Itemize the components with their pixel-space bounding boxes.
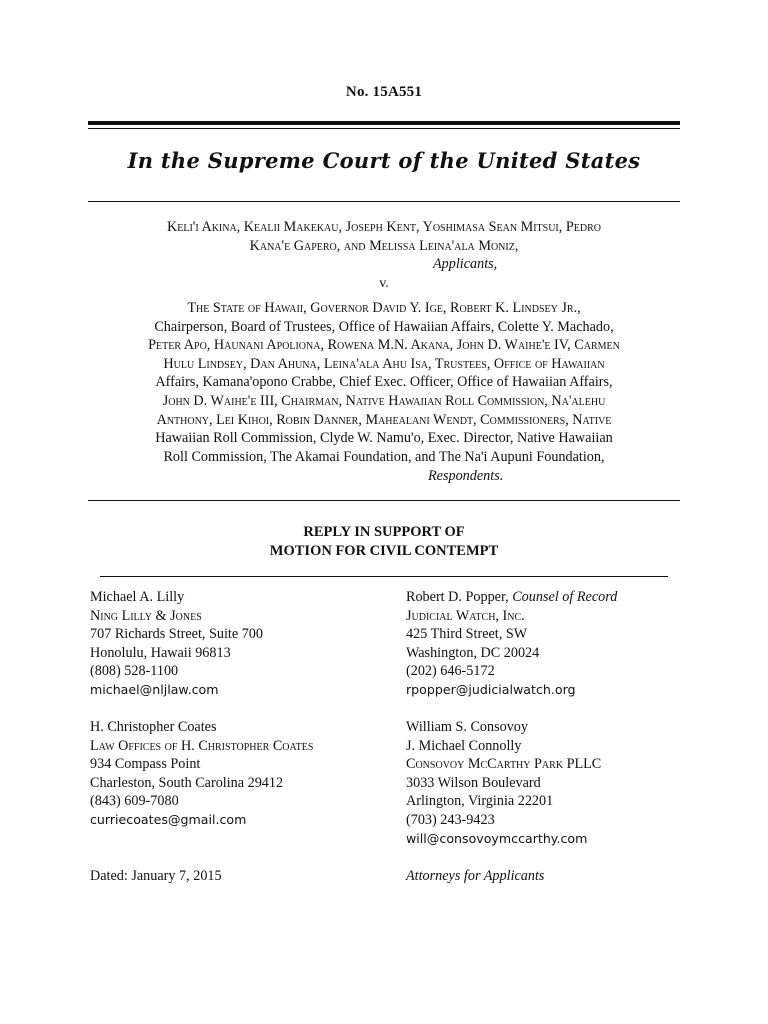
counsel-name: William S. Consovoy — [406, 719, 528, 735]
caption-top-rule — [88, 201, 680, 202]
respondents-line: Roll Commission, The Akamai Foundation, and The Na'i Aupuni Foundation, — [163, 448, 605, 465]
respondents-line: The State of Hawaii, Governor David Y. Ige, Robert K. Lindsey Jr., — [187, 300, 581, 316]
counsel-name: H. Christopher Coates — [90, 719, 217, 735]
counsel-phone: (843) 609-7080 — [90, 793, 179, 810]
respondents-line: Affairs, Kamana'opono Crabbe, Chief Exec. Officer, Office of Hawaiian Affairs, — [155, 374, 613, 391]
counsel-email: will@consovoymccarthy.com — [406, 830, 588, 846]
document-title-line-1: REPLY IN SUPPORT OF — [303, 524, 465, 540]
respondents-line: Chairperson, Board of Trustees, Office of Hawaiian Affairs, Colette Y. Machado, — [154, 318, 614, 335]
counsel-phone: (808) 528-1100 — [90, 663, 179, 680]
counsel-of-record: Counsel of Record — [512, 589, 618, 605]
respondents-role: Respondents. — [428, 468, 504, 484]
title-bottom-rule — [100, 576, 668, 577]
respondents-line: Hulu Lindsey, Dan Ahuna, Leina'ala Ahu Isa, Trustees, Office of Hawaiian — [163, 355, 605, 372]
counsel-city: Arlington, Virginia 22201 — [406, 793, 554, 810]
counsel-phone: (703) 243-9423 — [406, 811, 495, 828]
respondents-names — [88, 299, 680, 466]
counsel-name: Robert D. Popper, — [406, 589, 509, 605]
document-title-line-2: MOTION FOR CIVIL CONTEMPT — [269, 543, 499, 559]
docket-number: No. 15A551 — [345, 84, 423, 100]
counsel-right-block-2 — [406, 718, 601, 848]
top-thick-rule — [88, 121, 680, 125]
date-line: Dated: January 7, 2015 — [90, 868, 222, 884]
document-title — [0, 523, 768, 561]
counsel-city: Honolulu, Hawaii 96813 — [90, 644, 231, 661]
applicants-line-2: Kana'e Gapero, and Melissa Leina'ala Moniz, — [249, 237, 519, 254]
counsel-email: michael@nljlaw.com — [90, 681, 219, 697]
respondents-line: Hawaiian Roll Commission, Clyde W. Namu'o, Exec. Director, Native Hawaiian — [155, 430, 613, 447]
top-thin-rule — [88, 128, 680, 129]
court-name: In the Supreme Court of the United States — [127, 148, 641, 173]
counsel-firm: Judicial Watch, Inc. — [406, 607, 525, 624]
counsel-name-2: J. Michael Connolly — [406, 737, 522, 754]
counsel-name-line — [406, 588, 617, 607]
respondents-line: Peter Apo, Haunani Apoliona, Rowena M.N. Akana, John D. Waihe'e IV, Carmen — [148, 337, 620, 354]
counsel-firm: Consovoy McCarthy Park PLLC — [406, 756, 602, 773]
counsel-firm: Law Offices of H. Christopher Coates — [90, 737, 314, 754]
respondents-line: Anthony, Lei Kihoi, Robin Danner, Mahealani Wendt, Commissioners, Native — [156, 411, 612, 428]
respondents-line: John D. Waihe'e III, Chairman, Native Hawaiian Roll Commission, Na'alehu — [162, 392, 606, 409]
counsel-city: Charleston, South Carolina 29412 — [90, 774, 284, 791]
counsel-street: 425 Third Street, SW — [406, 626, 528, 643]
applicants-line-1: Keli'i Akina, Kealii Makekau, Joseph Kent, Yoshimasa Sean Mitsui, Pedro — [167, 219, 601, 235]
counsel-city: Washington, DC 20024 — [406, 644, 540, 661]
counsel-firm: Ning Lilly & Jones — [90, 607, 202, 624]
counsel-name: Michael A. Lilly — [90, 589, 185, 605]
counsel-phone: (202) 646-5172 — [406, 663, 495, 680]
attorneys-for-applicants: Attorneys for Applicants — [406, 868, 545, 884]
versus: v. — [379, 276, 389, 291]
caption-bottom-rule — [88, 500, 680, 501]
counsel-left-block-2 — [90, 718, 313, 830]
counsel-email: curriecoates@gmail.com — [90, 811, 247, 827]
counsel-email: rpopper@judicialwatch.org — [406, 681, 576, 697]
counsel-street: 934 Compass Point — [90, 756, 201, 773]
counsel-street: 3033 Wilson Boulevard — [406, 774, 541, 791]
counsel-right-block-1 — [406, 588, 617, 700]
counsel-left-block-1 — [90, 588, 263, 700]
applicants-role: Applicants, — [433, 256, 498, 272]
counsel-street: 707 Richards Street, Suite 700 — [90, 626, 263, 643]
applicants-names — [88, 218, 680, 255]
